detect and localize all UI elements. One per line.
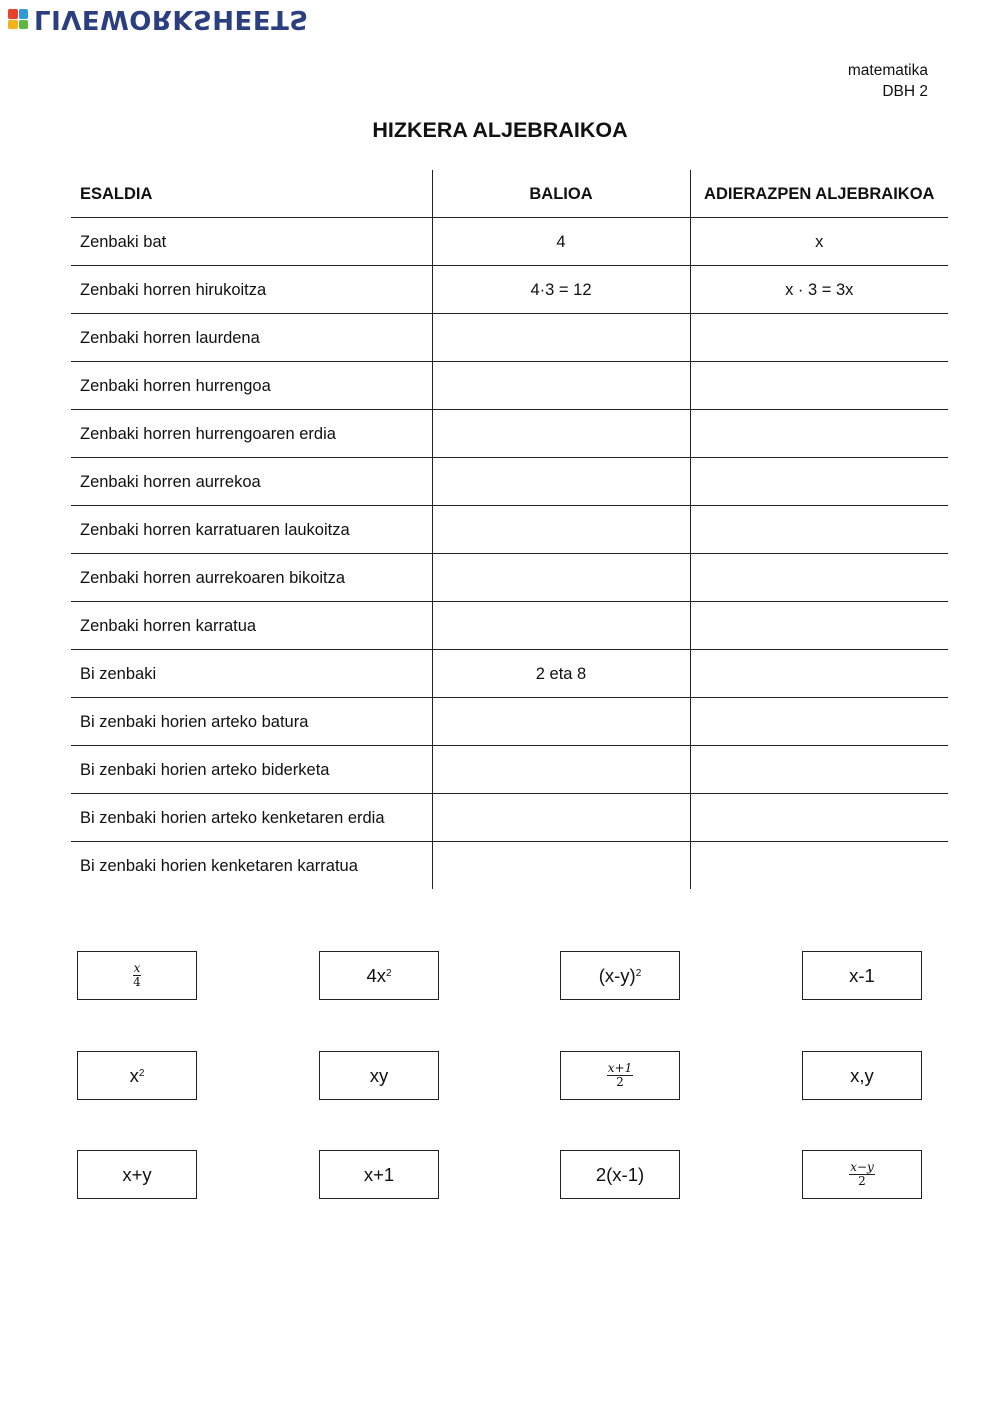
logo-square-blue xyxy=(19,9,29,19)
cell-adierazpen[interactable] xyxy=(690,698,948,746)
table-row xyxy=(71,842,948,890)
cell-esaldia: Bi zenbaki horien kenketaren karratua xyxy=(71,842,432,890)
fraction-denominator: 2 xyxy=(616,1075,624,1089)
worksheet-table xyxy=(71,170,948,889)
cell-adierazpen[interactable] xyxy=(690,458,948,506)
card-text: x+y xyxy=(122,1163,152,1185)
fraction-numerator: x xyxy=(133,961,141,975)
answer-card[interactable] xyxy=(77,1150,197,1199)
logo-text: LIVEWORKSHEETS xyxy=(34,4,309,34)
card-text: 2(x-1) xyxy=(595,1163,645,1185)
fraction-numerator: x−y xyxy=(850,1160,874,1174)
cell-balioa[interactable] xyxy=(432,506,690,554)
card-exponent: 2 xyxy=(635,968,642,979)
answer-card[interactable] xyxy=(802,1150,922,1199)
table-row xyxy=(71,794,948,842)
cell-balioa[interactable] xyxy=(432,602,690,650)
card-text: x,y xyxy=(850,1064,874,1086)
table-header-row xyxy=(71,170,948,218)
cell-balioa[interactable] xyxy=(432,698,690,746)
header-balioa: BALIOA xyxy=(432,170,690,218)
table-row xyxy=(71,266,948,314)
cell-esaldia: Zenbaki horren aurrekoaren bikoitza xyxy=(71,554,432,602)
cell-balioa[interactable] xyxy=(432,746,690,794)
logo-square-yellow xyxy=(8,20,18,30)
fraction-numerator: x+1 xyxy=(607,1061,633,1075)
cell-esaldia: Zenbaki horren hirukoitza xyxy=(71,266,432,314)
header-esaldia: ESALDIA xyxy=(71,170,432,218)
cell-balioa[interactable] xyxy=(432,842,690,890)
cell-esaldia: Zenbaki horren laurdena xyxy=(71,314,432,362)
fraction-denominator: 2 xyxy=(858,1174,866,1188)
cell-balioa[interactable] xyxy=(432,554,690,602)
logo-icon xyxy=(8,9,28,29)
cell-balioa[interactable] xyxy=(432,314,690,362)
fraction-denominator: 4 xyxy=(133,975,141,989)
cell-esaldia: Bi zenbaki horien arteko batura xyxy=(71,698,432,746)
cell-esaldia: Bi zenbaki xyxy=(71,650,432,698)
table-row xyxy=(71,602,948,650)
cell-esaldia: Bi zenbaki horien arteko biderketa xyxy=(71,746,432,794)
cell-balioa: 2 eta 8 xyxy=(432,650,690,698)
liveworksheets-logo xyxy=(8,4,309,34)
table-row xyxy=(71,698,948,746)
answer-card[interactable] xyxy=(319,1051,439,1100)
cell-adierazpen[interactable] xyxy=(690,794,948,842)
cell-esaldia: Zenbaki horren karratua xyxy=(71,602,432,650)
card-text: xy xyxy=(369,1064,389,1086)
header-adierazpen: ADIERAZPEN ALJEBRAIKOA xyxy=(690,170,948,218)
answer-card[interactable] xyxy=(560,1051,680,1100)
cell-esaldia: Zenbaki horren hurrengoaren erdia xyxy=(71,410,432,458)
answer-card[interactable] xyxy=(560,1150,680,1199)
card-exponent: 2 xyxy=(138,1068,145,1079)
cell-balioa: 4 xyxy=(432,218,690,266)
cell-adierazpen[interactable] xyxy=(690,554,948,602)
answer-card[interactable] xyxy=(802,951,922,1000)
card-base: 4x xyxy=(366,964,386,986)
answer-card[interactable] xyxy=(319,951,439,1000)
cell-esaldia: Zenbaki horren aurrekoa xyxy=(71,458,432,506)
cell-esaldia: Bi zenbaki horien arteko kenketaren erdia xyxy=(71,794,432,842)
card-text: x-1 xyxy=(849,964,875,986)
fraction xyxy=(607,1062,633,1089)
answer-card[interactable] xyxy=(560,951,680,1000)
fraction xyxy=(849,1161,875,1188)
header-meta xyxy=(848,60,928,102)
logo-square-red xyxy=(8,9,18,19)
subject-label: matematika xyxy=(847,62,928,79)
cell-adierazpen[interactable] xyxy=(690,746,948,794)
table-row xyxy=(71,218,948,266)
level-label: DBH 2 xyxy=(882,83,928,100)
cell-esaldia: Zenbaki horren hurrengoa xyxy=(71,362,432,410)
answer-card[interactable] xyxy=(319,1150,439,1199)
cell-balioa[interactable] xyxy=(432,794,690,842)
cell-balioa[interactable] xyxy=(432,362,690,410)
table-row xyxy=(71,506,948,554)
cell-adierazpen[interactable] xyxy=(690,842,948,890)
table-row xyxy=(71,314,948,362)
cell-adierazpen[interactable] xyxy=(690,314,948,362)
page-title: HIZKERA ALJEBRAIKOA xyxy=(372,118,628,142)
table-row xyxy=(71,650,948,698)
card-base: x xyxy=(129,1064,139,1086)
cell-adierazpen: x · 3 = 3x xyxy=(690,266,948,314)
card-text: x+1 xyxy=(363,1163,395,1185)
table-row xyxy=(71,554,948,602)
cell-adierazpen: x xyxy=(690,218,948,266)
cell-balioa[interactable] xyxy=(432,410,690,458)
cell-adierazpen[interactable] xyxy=(690,602,948,650)
cell-adierazpen[interactable] xyxy=(690,410,948,458)
answer-card[interactable] xyxy=(77,951,197,1000)
card-base: (x-y) xyxy=(598,964,636,986)
cell-adierazpen[interactable] xyxy=(690,506,948,554)
answer-card[interactable] xyxy=(802,1051,922,1100)
card-exponent: 2 xyxy=(385,968,392,979)
table-row xyxy=(71,458,948,506)
cell-esaldia: Zenbaki horren karratuaren laukoitza xyxy=(71,506,432,554)
logo-square-green xyxy=(19,20,29,30)
cell-balioa[interactable] xyxy=(432,458,690,506)
table-row xyxy=(71,410,948,458)
table-row xyxy=(71,362,948,410)
answer-card[interactable] xyxy=(77,1051,197,1100)
cell-adierazpen[interactable] xyxy=(690,362,948,410)
cell-esaldia: Zenbaki bat xyxy=(71,218,432,266)
table-row xyxy=(71,746,948,794)
cell-balioa: 4·3 = 12 xyxy=(432,266,690,314)
cell-adierazpen[interactable] xyxy=(690,650,948,698)
fraction xyxy=(132,962,142,989)
